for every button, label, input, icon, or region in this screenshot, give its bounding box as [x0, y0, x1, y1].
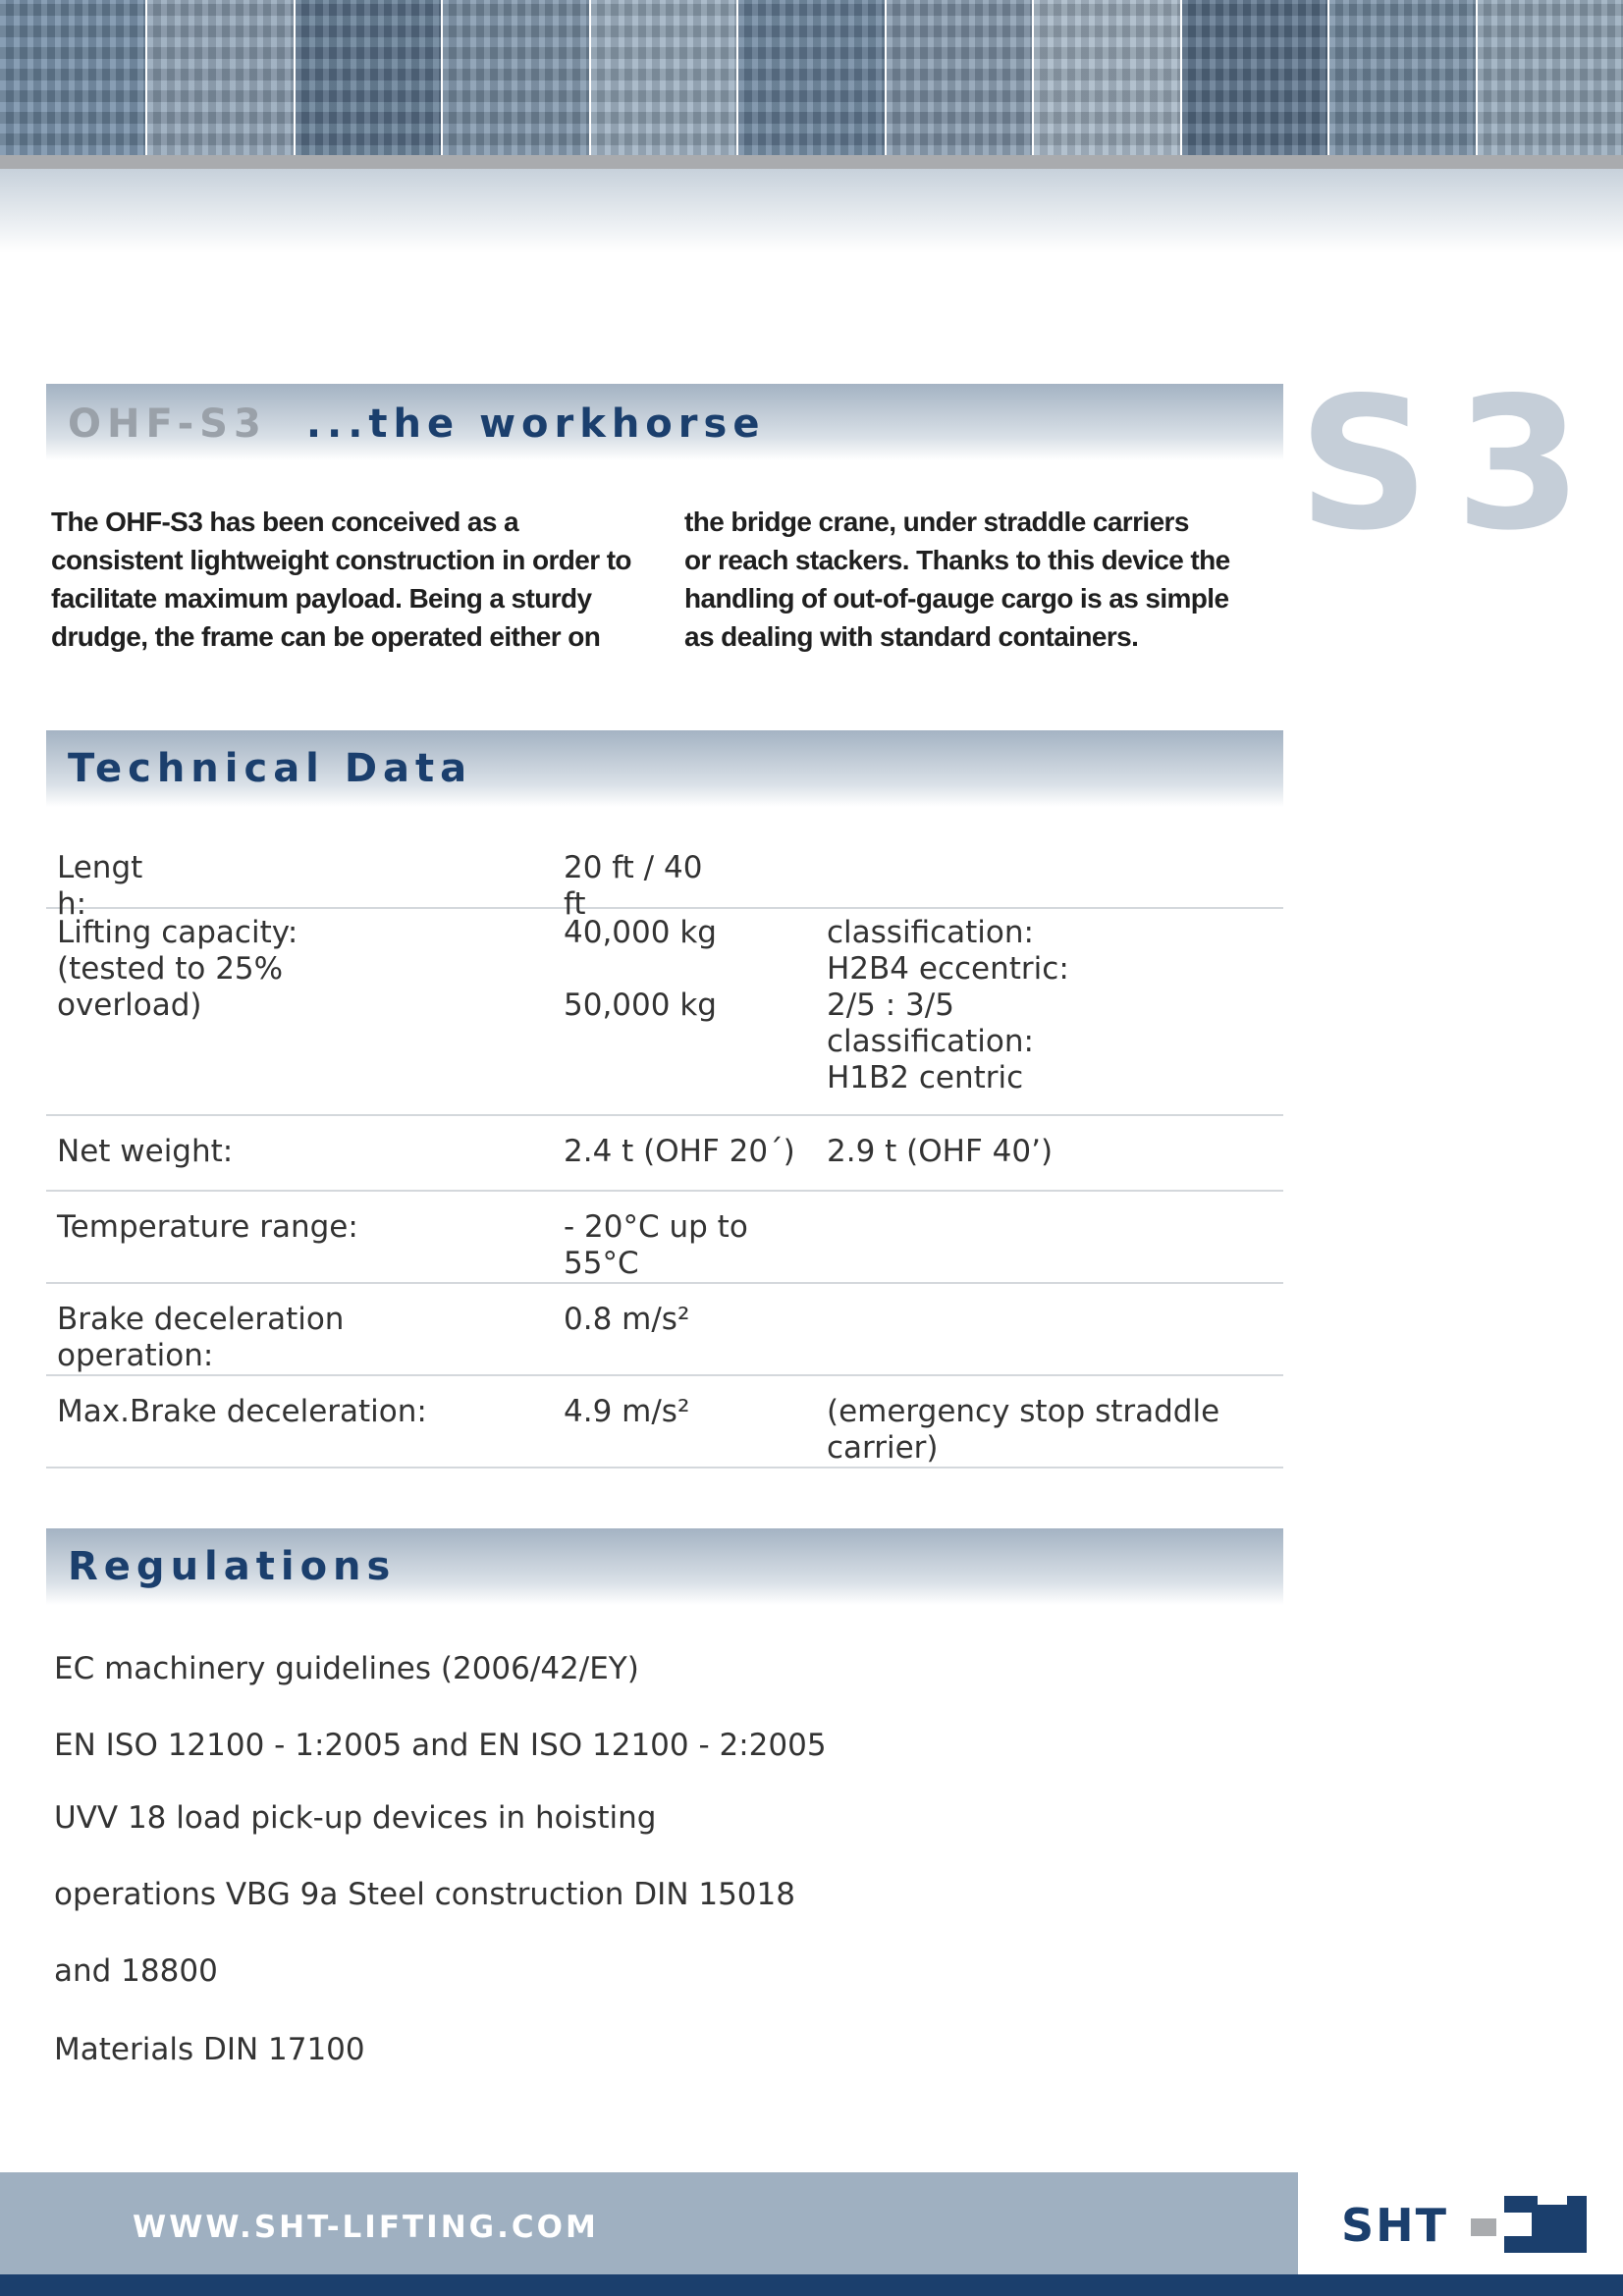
photo-ship — [147, 0, 295, 155]
row-label-line: Brake deceleration — [57, 1302, 345, 1337]
row-label — [57, 915, 430, 1024]
product-mark: S3 — [1298, 357, 1608, 570]
row-value — [564, 1209, 799, 1282]
row-note-line: classification: — [827, 915, 1034, 950]
table-row — [46, 844, 1283, 922]
logo-bracket-icon — [1341, 2187, 1596, 2262]
photo-terminal — [738, 0, 886, 155]
regulation-item: EC machinery guidelines (2006/42/EY) — [54, 1651, 639, 1686]
technical-data-title: Technical Data — [68, 746, 473, 791]
row-note-line: 2.9 t (OHF 40’) — [827, 1134, 1054, 1169]
row-value-line: 2.4 t (OHF 20´) — [564, 1134, 795, 1169]
row-note — [827, 1394, 1259, 1467]
intro-line: drudge, the frame can be operated either on — [51, 621, 601, 652]
table-row — [46, 1116, 1283, 1192]
intro-line: as dealing with standard containers. — [684, 621, 1139, 652]
intro-line: or reach stackers. Thanks to this device the — [684, 545, 1230, 575]
row-label-line: (tested to 25% overload) — [57, 951, 284, 1023]
row-note-line: H2B4 eccentric: — [827, 951, 1069, 987]
photo-spreader — [443, 0, 590, 155]
row-value — [564, 1134, 799, 1170]
row-label-line: Temperature range: — [57, 1209, 358, 1245]
footer-bar — [0, 2172, 1298, 2274]
row-label — [57, 1134, 430, 1170]
row-note — [827, 1134, 1259, 1170]
regulations-title-bar — [46, 1528, 1283, 1605]
photo-harbour — [1478, 0, 1623, 155]
table-row — [46, 1192, 1283, 1284]
photo-stacks — [591, 0, 738, 155]
intro-title-model: OHF-S3 — [68, 401, 267, 447]
row-value-line — [564, 951, 799, 988]
row-value-line: ft — [564, 886, 586, 922]
row-label-line: Lengt — [57, 850, 143, 885]
regulation-item: EN ISO 12100 - 1:2005 and EN ISO 12100 - 2:2005 — [54, 1728, 827, 1763]
website-link[interactable]: WWW.SHT-LIFTING.COM — [133, 2210, 599, 2245]
sht-logo — [1341, 2187, 1596, 2262]
photo-containers — [296, 0, 443, 155]
table-row — [46, 909, 1283, 1116]
intro-title-bar — [46, 384, 1283, 460]
photo-quay — [1329, 0, 1477, 155]
intro-title-tagline: ...the workhorse — [305, 401, 766, 447]
row-note-line: carrier) — [827, 1430, 939, 1466]
intro-line: facilitate maximum payload. Being a sturdy — [51, 583, 592, 614]
photo-crane — [0, 0, 147, 155]
intro-title — [68, 401, 765, 447]
intro-text-column-1 — [51, 503, 650, 656]
row-label — [57, 1302, 430, 1374]
row-value — [564, 1302, 799, 1338]
intro-line: The OHF-S3 has been conceived as a — [51, 507, 518, 537]
row-label-line: Net weight: — [57, 1134, 234, 1169]
row-value-line: - 20°C up to — [564, 1209, 748, 1245]
row-value-line: 40,000 kg — [564, 915, 717, 950]
photo-yard — [1034, 0, 1181, 155]
table-row — [46, 1376, 1283, 1468]
row-value-line: 20 ft / 40 — [564, 850, 703, 885]
logo-text: SHT — [1341, 2199, 1449, 2252]
row-value-line: 50,000 kg — [564, 988, 717, 1023]
regulations-title: Regulations — [68, 1544, 397, 1589]
row-value-line: 55°C — [564, 1246, 639, 1281]
header-gradient — [0, 169, 1623, 253]
row-note-line: H1B2 centric — [827, 1060, 1024, 1095]
row-note-line: classification: — [827, 1024, 1034, 1059]
row-label-line: Max.Brake deceleration: — [57, 1394, 427, 1429]
row-label-line: operation: — [57, 1338, 214, 1373]
footer-bottom-stripe — [0, 2274, 1623, 2296]
header-grey-strip — [0, 155, 1623, 169]
row-note-line: 2/5 : 3/5 — [827, 988, 954, 1023]
regulation-item: UVV 18 load pick-up devices in hoisting — [54, 1800, 657, 1836]
header-photo-collage — [0, 0, 1623, 155]
row-label — [57, 1394, 430, 1430]
row-label — [57, 1209, 430, 1246]
row-value-line: 4.9 m/s² — [564, 1394, 690, 1429]
regulation-item: operations VBG 9a Steel construction DIN 15018 — [54, 1877, 795, 1912]
technical-data-title-bar — [46, 730, 1283, 807]
row-value-line: 0.8 m/s² — [564, 1302, 690, 1337]
intro-line: handling of out-of-gauge cargo is as simple — [684, 583, 1229, 614]
regulation-item: and 18800 — [54, 1953, 218, 1989]
row-value — [564, 1394, 799, 1430]
row-label-line: Lifting capacity: — [57, 915, 298, 950]
row-note — [827, 915, 1259, 1096]
technical-data-table — [46, 844, 1283, 1468]
photo-vessel — [887, 0, 1034, 155]
intro-text-column-2 — [684, 503, 1283, 656]
row-value — [564, 915, 799, 1024]
row-label-line: h: — [57, 886, 87, 922]
regulation-item: Materials DIN 17100 — [54, 2032, 365, 2067]
intro-line: the bridge crane, under straddle carriers — [684, 507, 1189, 537]
intro-line: consistent lightweight construction in order to — [51, 545, 631, 575]
table-row — [46, 1284, 1283, 1376]
row-note-line: (emergency stop straddle — [827, 1394, 1220, 1429]
photo-gantry — [1182, 0, 1329, 155]
